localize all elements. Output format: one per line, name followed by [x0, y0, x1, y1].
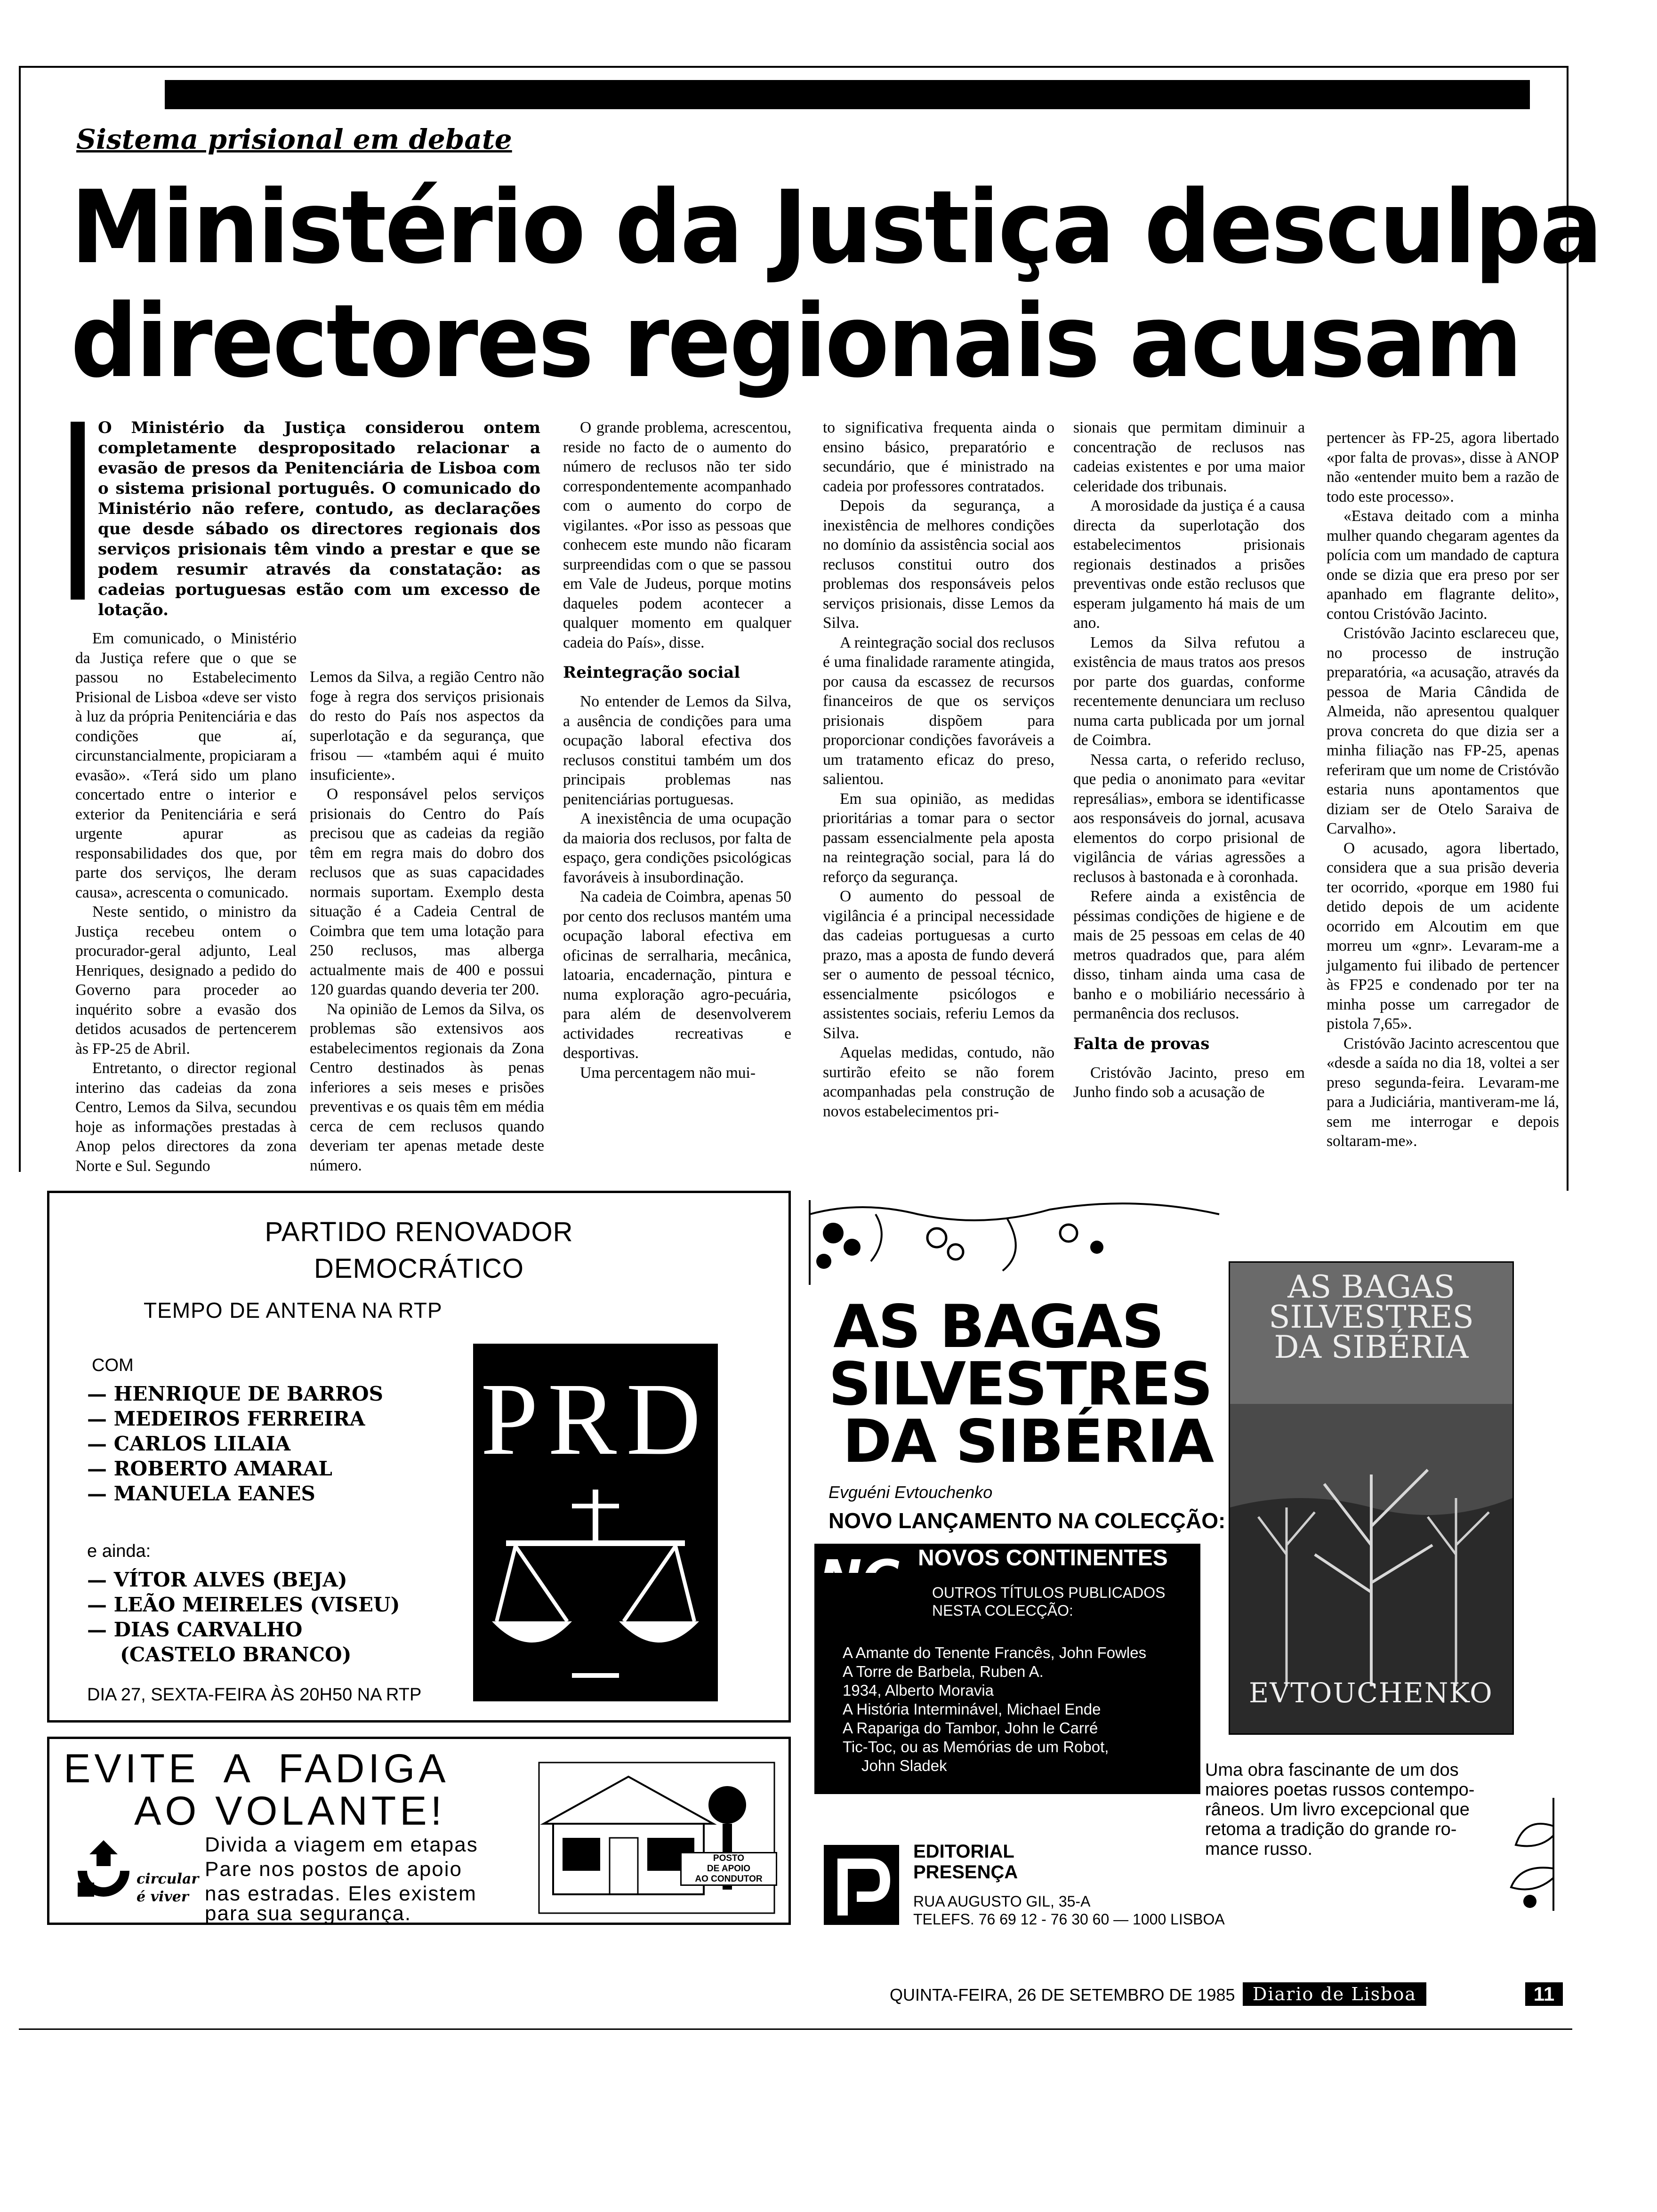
circular-logo-line-2: é viver — [137, 1889, 189, 1905]
paragraph: «Estava deitado com a minha mulher quando chegaram agentes da polícia com um mandado de captura onde se dizia que era preso por ser apanhado em flagrante delito», contou Cristóvão Jacinto. — [1327, 507, 1559, 623]
paragraph: A reintegração social dos reclusos é uma finalidade raramente atingida, por causa da escassez de recursos financeiros de que os serviços prisionais dispõem para proporcionar condições favoráveis a um tratamento eficaz do preso, salientou. — [823, 633, 1054, 788]
prd-name-3: — CARLOS LILAIA — [87, 1432, 291, 1455]
other-titles-heading-1: OUTROS TÍTULOS PUBLICADOS — [932, 1584, 1166, 1601]
book-author: Evguéni Evtouchenko — [828, 1483, 993, 1502]
article-column-1 — [75, 629, 297, 1176]
paragraph: A inexistência de uma ocupação da maioria dos reclusos, por falta de espaço, gera condições psicológicas favoráveis à insubordinação. — [563, 810, 791, 886]
article-column-2 — [310, 667, 544, 1175]
top-black-bar — [165, 80, 1530, 109]
prd-subtitle: TEMPO DE ANTENA NA RTP — [144, 1298, 442, 1322]
posto-sign-line: AO CONDUTOR — [695, 1874, 763, 1884]
paragraph: Cristóvão Jacinto acrescentou que «desde a saída no dia 18, voltei a ser preso segunda-feira. Levaram-me para a Judiciária, mantiveram-me lá, sem me interrogar e depois soltaram-me». — [1327, 1034, 1559, 1150]
article-column-6 — [1327, 428, 1559, 1151]
list-item: John Sladek — [861, 1757, 947, 1774]
footer-page-number-box — [1525, 1982, 1563, 2006]
scales-of-justice-icon — [487, 1485, 704, 1683]
cover-author: EVTOUCHENKO — [1249, 1677, 1493, 1709]
paragraph: Entretanto, o director regional interino das cadeias da zona Centro, Lemos da Silva, secundou hoje as informações prestadas à Anop pelos directores da zona Norte e Sul. Segundo — [75, 1059, 297, 1175]
paragraph: Cristóvão Jacinto, preso em Junho findo sob a acusação de — [1073, 1064, 1305, 1101]
leaf-ornament-icon — [1483, 1798, 1563, 1915]
list-item: A História Interminável, Michael Ende — [843, 1700, 1101, 1718]
berries-ornament-icon — [805, 1195, 1229, 1290]
article-lead: O Ministério da Justiça considerou ontem completamente despropositado relacionar a evasão de presos da Penitenciária de Lisboa com o sistema prisional português. O comunicado do Ministério não refere, contudo, as declarações que desde sábado os directores regionais dos serviços prisionais têm vindo a prestar e que se podem resumir através da constatação: as cadeias portuguesas estão com um excesso de lotação. — [98, 418, 540, 619]
masthead-text: Diario de Lisboa — [1252, 1984, 1417, 2004]
other-titles-list — [843, 1643, 1146, 1775]
page-frame-left-line — [19, 66, 21, 1172]
book-title-line-2: SILVESTRES — [828, 1349, 1212, 1419]
footer-masthead — [1243, 1982, 1426, 2006]
circular-logo-line-1: circular — [137, 1871, 199, 1887]
article-column-3 — [563, 418, 791, 1082]
prd-e-ainda: e ainda: — [87, 1541, 151, 1561]
other-titles-heading-2: NESTA COLECÇÃO: — [932, 1602, 1073, 1619]
editorial-presenca-logo — [824, 1845, 899, 1925]
paragraph: Neste sentido, o ministro da Justiça recebeu ontem o procurador-geral adjunto, Leal Henriques, designado a pedido do Governo para proceder ao inquérito sobre a evasão dos detidos acusados de pertencerem às FP-25 de Abril. — [75, 903, 297, 1058]
publisher-phones: TELEFS. 76 69 12 - 76 30 60 — 1000 LISBOA — [913, 1911, 1225, 1928]
prd-party-name-line-2: DEMOCRÁTICO — [314, 1253, 524, 1284]
paragraph: A morosidade da justiça é a causa directa da superlotação dos estabelecimentos prisionais regionais destinados a prisões preventivas onde estão reclusos que esperam julgamento há mais de um ano. — [1073, 497, 1305, 632]
paragraph: Uma percentagem não mui- — [580, 1064, 756, 1082]
fadiga-body-1: Divida a viagem em etapas — [205, 1833, 478, 1856]
posto-sign-line: DE APOIO — [707, 1864, 751, 1874]
list-item: A Amante do Tenente Francês, John Fowles — [843, 1644, 1147, 1661]
list-item: A Torre de Barbela, Ruben A. — [843, 1663, 1044, 1680]
list-item: Tic-Toc, ou as Memórias de um Robot, — [843, 1738, 1109, 1755]
publisher-address: RUA AUGUSTO GIL, 35-A — [913, 1893, 1091, 1910]
blurb-line: retoma a tradição do grande ro- — [1205, 1819, 1457, 1839]
cover-title-line: AS BAGAS — [1287, 1269, 1455, 1305]
fadiga-advertisement — [47, 1737, 791, 1925]
blurb-line: maiores poetas russos contempo- — [1205, 1780, 1475, 1800]
subhead-falta-de-provas: Falta de provas — [1073, 1034, 1210, 1053]
paragraph: O grande problema, acrescentou, reside no facto de o aumento do número de reclusos não ter sido correspondentemente acompanhado com o aumento do corpo de vigilantes. «Por isso as pessoas que conhecem este mundo não ficaram surpreendidas com o que se passou em Vale de Judeus, porque motins daqueles podem acontecer a qualquer momento em qualquer cadeia do País», disse. — [563, 419, 791, 651]
prd-name-4: — ROBERTO AMARAL — [87, 1457, 332, 1480]
other-titles-panel — [814, 1573, 1200, 1794]
book-launch-label: NOVO LANÇAMENTO NA COLECÇÃO: — [828, 1508, 1226, 1533]
list-item: A Rapariga do Tambor, John le Carré — [843, 1719, 1098, 1737]
cover-title — [1239, 1269, 1503, 1365]
article-kicker: Sistema prisional em debate — [76, 123, 512, 155]
article-column-5 — [1073, 418, 1305, 1102]
circular-logo-icon — [73, 1838, 134, 1899]
blurb-line: mance russo. — [1205, 1839, 1313, 1859]
blurb-line: râneos. Um livro excepcional que — [1205, 1800, 1470, 1819]
paragraph: O responsável pelos serviços prisionais do Centro do País precisou que as cadeias da região têm em regra mais do dobro dos reclusos que as suas capacidades normais suportam. Exemplo desta situação é a Cadeia Central de Coimbra que tem uma lotação para 250 reclusos, mas alberga actualmente mais de 400 e possui 120 guardas quando deveria ter 200. — [310, 785, 544, 998]
list-item: 1934, Alberto Moravia — [843, 1682, 994, 1699]
paragraph: Em comunicado, o Ministério da Justiça refere que o que se passou no Estabelecimento Prisional de Lisboa «deve ser visto à luz da própria Penitenciária e das condições que aí, circunstancialmente, propiciaram a evasão». «Terá sido um plano concertado entre o interior e exterior da Penitenciária e será urgente apurar as responsabilidades dos que, por parte dos serviços, lhe deram causa», acrescenta o comunicado. — [75, 630, 297, 901]
paragraph: to significativa frequenta ainda o ensino básico, preparatório e secundário, que é ministrado na cadeia por professores contratados. — [823, 419, 1054, 495]
posto-sign-line: POSTO — [713, 1853, 745, 1863]
footer-rule — [19, 2028, 1572, 2030]
fadiga-title-line-2: AO VOLANTE! — [134, 1788, 446, 1834]
posto-de-apoio-sign — [680, 1852, 777, 1886]
paragraph: Lemos da Silva, a região Centro não foge à regra dos serviços prisionais do resto do País nos aspectos da superlotação e da segurança, que frisou — «também aqui é muito insuficiente». — [310, 668, 544, 784]
prd-logo-letters: PRD — [481, 1362, 710, 1476]
lead-bar — [71, 422, 85, 600]
paragraph: Aquelas medidas, contudo, não surtirão efeito se não forem acompanhadas pela construção de novos estabelecimentos pri- — [823, 1044, 1054, 1120]
collection-banner — [904, 1544, 1200, 1573]
footer-date: QUINTA-FEIRA, 26 DE SETEMBRO DE 1985 — [890, 1985, 1235, 2004]
collection-name: NOVOS CONTINENTES — [918, 1546, 1168, 1571]
page-frame-top-line — [19, 66, 1568, 68]
paragraph: No entender de Lemos da Silva, a ausência de condições para uma ocupação laboral efectiva dos reclusos constitui também um dos principais problemas nas penitenciárias portuguesas. — [563, 693, 791, 808]
paragraph: Refere ainda a existência de péssimas condições de higiene e de mais de 25 pessoas em celas de 40 metros quadrados que, para além disso, tinham ainda uma casa de banho e o mobiliário necessário à permanência dos reclusos. — [1073, 888, 1305, 1022]
paragraph: sionais que permitam diminuir a concentração de reclusos nas cadeias existentes e por uma maior celeridade dos tribunais. — [1073, 419, 1305, 495]
fadiga-title-line-1: EVITE A FADIGA — [64, 1746, 450, 1791]
publisher-name-line-1: EDITORIAL — [913, 1841, 1014, 1862]
paragraph: O acusado, agora libertado, considera que a sua prisão deveria ter ocorrido, «porque em 1980 fui detido depois de um acidente ocorrido em Alcoutim em que morreu um «gnr». Levaram-me a julgamento fui ilibado de pertencer às FP25 e condenado por ter na minha posse um carregador de pistola 7,65». — [1327, 839, 1559, 1033]
article-column-4 — [823, 418, 1054, 1121]
prd-party-name-line-1: PARTIDO RENOVADOR — [265, 1217, 573, 1247]
paragraph: Cristóvão Jacinto esclareceu que, no processo de instrução preparatória, «a acusação, através da pessoa de Maria Cândida de Almeida, não apresentou qualquer prova concreta do que dizia ser a minha filiação nas FP-25, apenas referiram que um nome de Cristóvão estaria nuns apontamentos que diziam ser de Otelo Saraiva de Carvalho». — [1327, 625, 1559, 837]
prd-name-8: — DIAS CARVALHO — [87, 1618, 303, 1641]
book-advertisement — [805, 1195, 1568, 1930]
fadiga-body-4: para sua segurança. — [205, 1902, 412, 1925]
cover-title-line: SILVESTRES — [1269, 1299, 1474, 1335]
page-number: 11 — [1533, 1983, 1555, 2005]
prd-logo — [473, 1344, 718, 1701]
paragraph: Em sua opinião, as medidas prioritárias a tomar para o sector passam essencialmente pela aposta na reintegração social, para lá do reforço da segurança. — [823, 790, 1054, 886]
fadiga-body-3: nas estradas. Eles existem — [205, 1882, 477, 1905]
paragraph: Na cadeia de Coimbra, apenas 50 por cento dos reclusos mantém uma ocupação laboral efectiva em oficinas de serralharia, mecânica, latoaria, encadernação, pintura e numa exploração agro-pecuária, para além de desenvolverem actividades recreativas e desportivas. — [563, 888, 791, 1062]
prd-name-2: — MEDEIROS FERREIRA — [87, 1407, 365, 1430]
paragraph: Depois da segurança, a inexistência de melhores condições no domínio da assistência social aos reclusos constitui outro dos problemas dos responsáveis pelos serviços prisionais, disse Lemos da Silva. — [823, 497, 1054, 632]
book-cover — [1229, 1261, 1514, 1735]
book-blurb — [1205, 1760, 1474, 1859]
paragraph: Lemos da Silva refutou a existência de maus tratos aos presos por parte dos guardas, conforme recentemente denunciara um recluso numa carta publicada por um jornal de Coimbra. — [1073, 633, 1305, 749]
prd-com-label: COM — [92, 1355, 134, 1375]
prd-name-6: — VÍTOR ALVES (BEJA) — [87, 1568, 347, 1591]
prd-advertisement — [47, 1191, 791, 1723]
publisher-name-line-2: PRESENÇA — [913, 1862, 1018, 1883]
cover-title-line: DA SIBÉRIA — [1274, 1329, 1469, 1365]
paragraph: O aumento do pessoal de vigilância é a principal necessidade das cadeias portuguesas a curto prazo, mas a aposta de fundo deverá ser o aumento de pessoal técnico, essencialmente psicólogos e assistentes sociais, referiu Lemos da Silva. — [823, 888, 1054, 1042]
prd-name-1: — HENRIQUE DE BARROS — [87, 1382, 383, 1405]
book-title-line-3: DA SIBÉRIA — [843, 1407, 1214, 1476]
paragraph: Na opinião de Lemos da Silva, os problemas são extensivos aos estabelecimentos regionais da Zona Centro destinados às penas inferiores a seis meses e prisões preventivas e os quais têm em média cerca de cem reclusos quando deveriam ter apenas metade deste número. — [310, 1000, 544, 1174]
blurb-line: Uma obra fascinante de um dos — [1205, 1760, 1459, 1780]
paragraph: Nessa carta, o referido recluso, que pedia o anonimato para «evitar represálias», embora se identificasse aos responsáveis do jornal, acusava elementos do corpo prisional de vigilância de várias agressões a reclusos à bastonada e à coronhada. — [1073, 751, 1305, 886]
prd-name-7: — LEÃO MEIRELES (VISEU) — [87, 1593, 400, 1616]
presenca-logo-icon — [824, 1845, 899, 1925]
paragraph: pertencer às FP-25, agora libertado «por falta de provas», disse à ANOP não «entender muito bem a razão de todo este processo». — [1327, 429, 1559, 505]
service-station-illustration — [534, 1758, 779, 1918]
prd-schedule: DIA 27, SEXTA-FEIRA ÀS 20H50 NA RTP — [87, 1685, 422, 1705]
prd-name-9: (CASTELO BRANCO) — [120, 1643, 352, 1666]
headline-line-1: Ministério da Justiça desculpa — [71, 169, 1601, 286]
prd-name-5: — MANUELA EANES — [87, 1482, 315, 1505]
fadiga-body-2: Pare nos postos de apoio — [205, 1858, 463, 1881]
subhead-reintegracao: Reintegração social — [563, 663, 740, 682]
book-title-line-1: AS BAGAS — [833, 1292, 1164, 1361]
headline-line-2: directores regionais acusam — [71, 283, 1521, 400]
